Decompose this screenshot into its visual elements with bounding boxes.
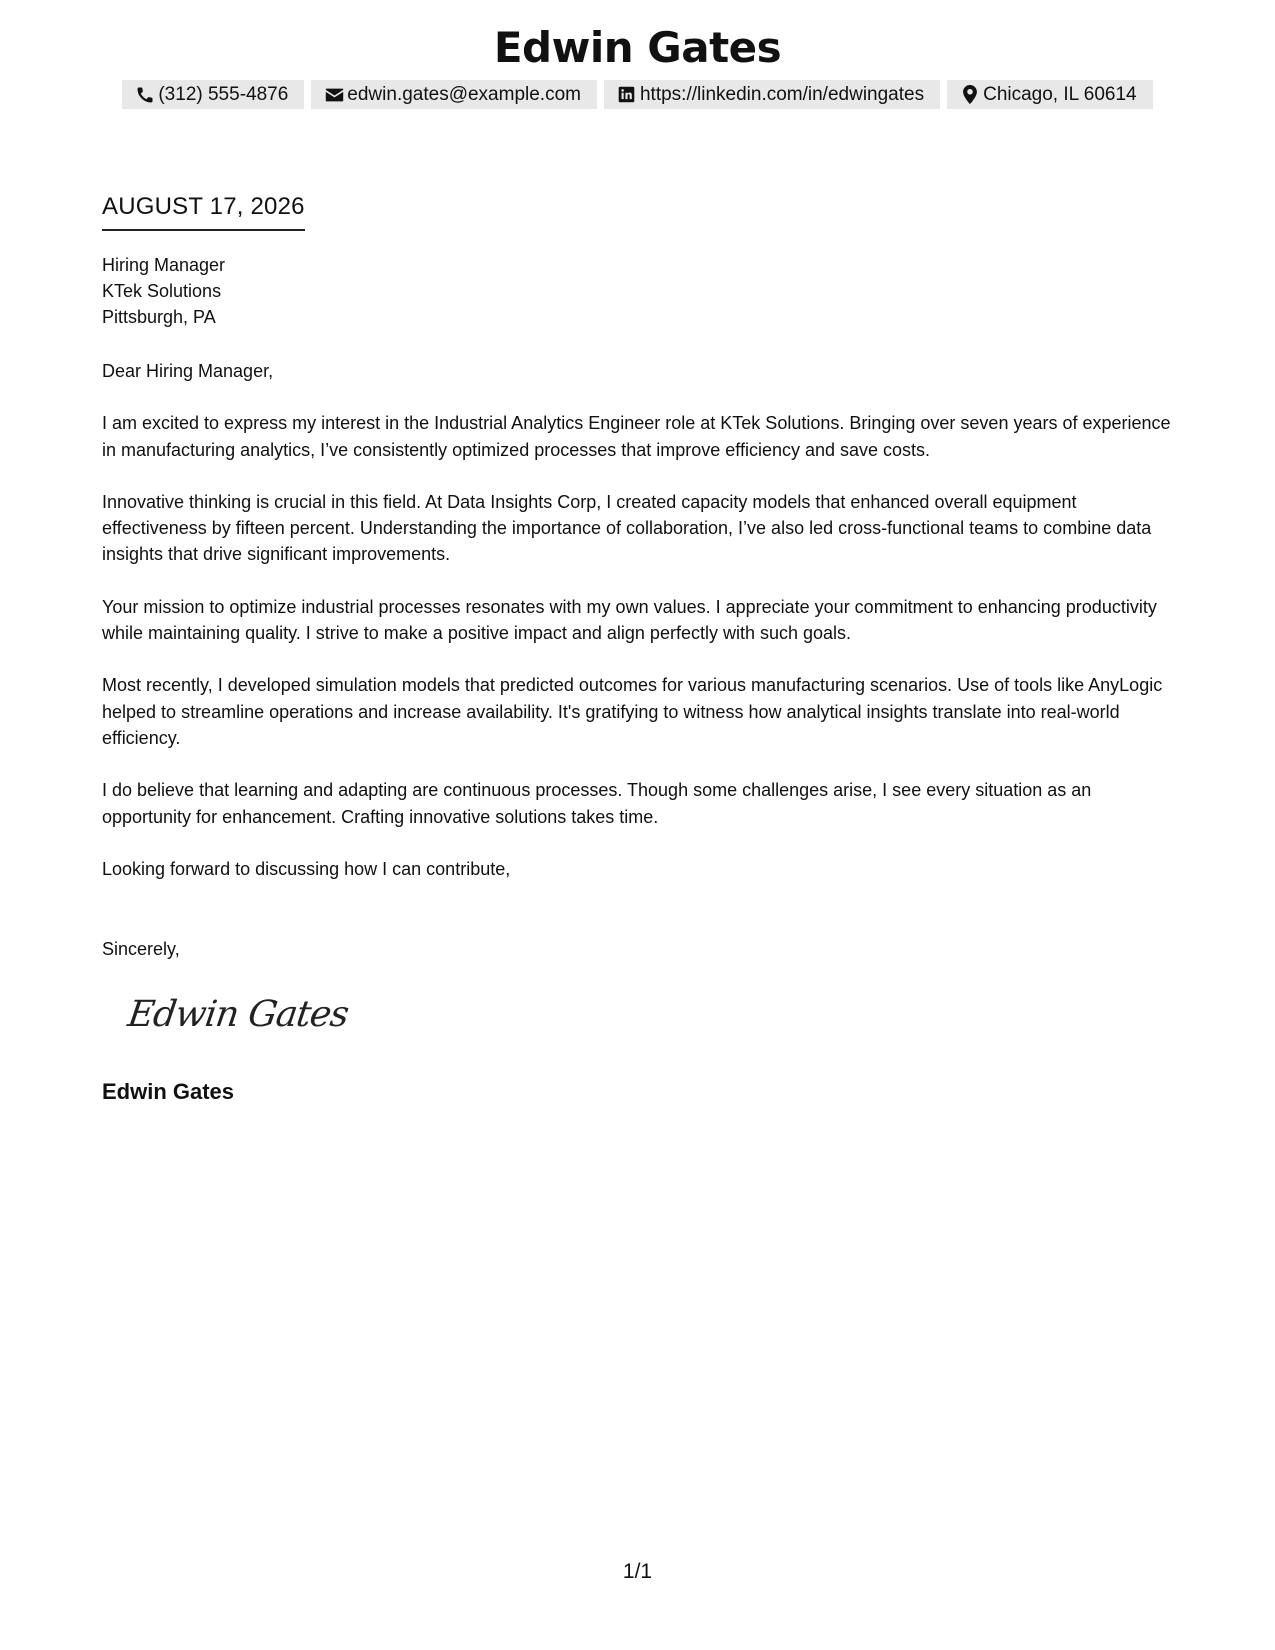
recipient-company: KTek Solutions [102,281,222,301]
body-paragraph: Most recently, I developed simulation models that predicted outcomes for various manufacturing scenarios. Use of tools like AnyLogic helped to streamline operations and increase availability. It's gratifying to witness how analytical insights translate into real-world efficiency. [102,675,1163,748]
contact-phone[interactable] [122,80,304,109]
map-marker-icon [960,85,980,105]
recipient-title: Hiring Manager [102,255,226,275]
recipient-block [102,252,225,330]
contact-location[interactable] [947,80,1153,109]
location-text: Chicago, IL 60614 [983,83,1137,105]
body-paragraph: I do believe that learning and adapting are continuous processes. Though some challenges arise, I see every situation as an opportunity for enhancement. Crafting innovative solutions takes time. [102,780,1092,827]
phone-text: (312) 555-4876 [158,83,289,105]
body-paragraph: I am excited to express my interest in the Industrial Analytics Engineer role at KTek Solutions. Bringing over seven years of experience in manufacturing analytics, I’ve consistently optimized processes that improve efficiency and save costs. [102,413,1171,460]
recipient-location: Pittsburgh, PA [102,307,216,327]
linkedin-text: https://linkedin.com/in/edwingates [639,83,925,105]
phone-icon [135,85,155,105]
body-paragraph: Your mission to optimize industrial processes resonates with my own values. I appreciate your commitment to enhancing productivity while maintaining quality. I strive to make a positive impact and align perfectly with such goals. [102,596,1157,644]
signer-name: Edwin Gates [102,1079,235,1104]
sign-off: Sincerely, [102,939,180,959]
letter-date: AUGUST 17, 2026 [102,192,305,231]
svg-text:Edwin Gates: Edwin Gates [125,992,352,1035]
handwritten-signature [125,988,352,1040]
letter-body [102,358,1182,908]
salutation: Dear Hiring Manager, [102,361,274,381]
closing-line: Looking forward to discussing how I can contribute, [102,858,511,879]
envelope-icon [324,85,344,105]
body-paragraph: Innovative thinking is crucial in this field. At Data Insights Corp, I created capacity models that enhanced overall equipment effectiveness by fifteen percent. Understanding the importance of collaboration, I’ve also led cross-functional teams to combine data insights that drive significant improvements. [102,491,1152,565]
contact-bar [0,80,1275,109]
contact-linkedin[interactable] [604,80,940,109]
contact-email[interactable] [311,80,597,109]
email-text: edwin.gates@example.com [347,83,581,105]
linkedin-icon [617,85,637,105]
page-number: 1/1 [622,1560,653,1583]
applicant-name-heading: Edwin Gates [493,23,782,72]
